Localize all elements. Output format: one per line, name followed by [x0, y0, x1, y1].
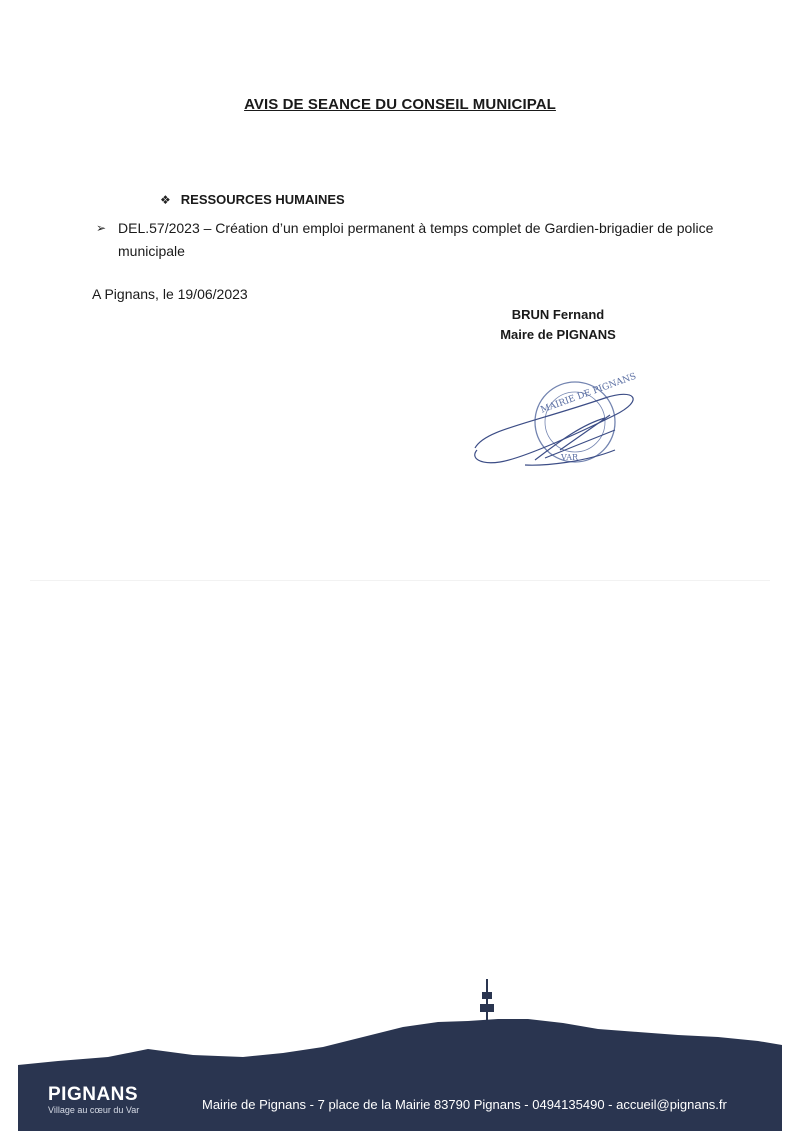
scan-artifact-line: [30, 580, 770, 581]
svg-text:MAIRIE DE PIGNANS: MAIRIE DE PIGNANS: [539, 371, 638, 416]
section-heading: [160, 192, 345, 207]
list-item-text: DEL.57/2023 – Création d’un emploi permanent à temps complet de Gardien-brigadier de police municipale: [118, 220, 714, 259]
section-heading-label: RESSOURCES HUMAINES: [180, 192, 345, 207]
list-item: [96, 217, 716, 263]
place-date: A Pignans, le 19/06/2023: [92, 286, 248, 302]
pignans-logo: [48, 1085, 139, 1116]
arrow-bullet-icon: ➢: [96, 221, 107, 235]
footer-contact: Mairie de Pignans - 7 place de la Mairie 83790 Pignans - 0494135490 - accueil@pignans.fr: [202, 1097, 727, 1112]
signatory-name: BRUN Fernand: [511, 307, 605, 322]
signatory-role: Maire de PIGNANS: [500, 327, 616, 342]
official-stamp-with-signature: [465, 370, 655, 485]
footer-band: [18, 975, 782, 1131]
logo-name: PIGNANS: [48, 1084, 139, 1105]
diamond-bullet-icon: ❖: [160, 192, 171, 207]
logo-tagline: Village au cœur du Var: [48, 1105, 140, 1115]
page-title: AVIS DE SEANCE DU CONSEIL MUNICIPAL: [244, 96, 556, 113]
svg-text:VAR: VAR: [561, 453, 579, 462]
